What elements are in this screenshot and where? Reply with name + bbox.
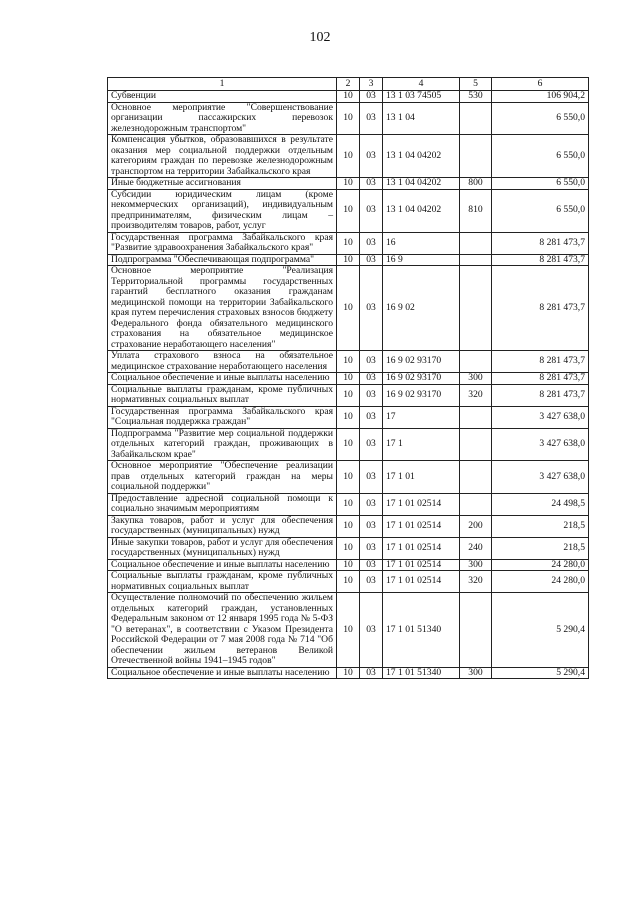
- row-description: Осуществление полномочий по обеспечению жильем отдельных категорий граждан, установленных Федеральным законом от 12 января 1995 года № 5-ФЗ "О ветеранах", в соответствии с Указом Президента Российской Федерации от 7 мая 2008 года № 714 "Об обеспечении жильем ветеранов Великой Отечественной войны 1941–1945 годов": [108, 593, 337, 668]
- row-target-article: 13 1 04: [383, 102, 460, 135]
- row-expense-type: [460, 461, 492, 494]
- row-expense-type: [460, 232, 492, 254]
- row-expense-type: 300: [460, 559, 492, 571]
- row-subsection: 03: [360, 232, 383, 254]
- row-amount: 8 281 473,7: [492, 232, 589, 254]
- row-description: Иные бюджетные ассигнования: [108, 178, 337, 190]
- header-cell: 3: [360, 78, 383, 91]
- row-target-article: 17 1 01 02514: [383, 559, 460, 571]
- row-subsection: 03: [360, 493, 383, 515]
- row-description: Социальное обеспечение и иные выплаты населению: [108, 667, 337, 679]
- row-subsection: 03: [360, 428, 383, 461]
- row-target-article: 13 1 03 74505: [383, 91, 460, 103]
- header-cell: 2: [337, 78, 360, 91]
- row-subsection: 03: [360, 384, 383, 406]
- row-target-article: 16 9: [383, 254, 460, 266]
- row-target-article: 17 1 01 02514: [383, 537, 460, 559]
- row-section: 10: [337, 254, 360, 266]
- row-expense-type: 320: [460, 571, 492, 593]
- row-expense-type: 320: [460, 384, 492, 406]
- row-description: Субвенции: [108, 91, 337, 103]
- row-description: Закупка товаров, работ и услуг для обеспечения государственных (муниципальных) нужд: [108, 515, 337, 537]
- header-cell: 1: [108, 78, 337, 91]
- row-subsection: 03: [360, 178, 383, 190]
- row-amount: 8 281 473,7: [492, 254, 589, 266]
- row-section: 10: [337, 428, 360, 461]
- row-target-article: 16: [383, 232, 460, 254]
- row-subsection: 03: [360, 559, 383, 571]
- row-description: Социальные выплаты гражданам, кроме публичных нормативных социальных выплат: [108, 571, 337, 593]
- table-row: [108, 135, 589, 178]
- row-description: Социальное обеспечение и иные выплаты населению: [108, 559, 337, 571]
- row-section: 10: [337, 406, 360, 428]
- row-target-article: 17 1 01 51340: [383, 667, 460, 679]
- row-expense-type: 300: [460, 667, 492, 679]
- row-amount: 218,5: [492, 537, 589, 559]
- table-row: [108, 102, 589, 135]
- row-subsection: 03: [360, 571, 383, 593]
- row-target-article: 17 1 01: [383, 461, 460, 494]
- row-amount: 3 427 638,0: [492, 461, 589, 494]
- row-expense-type: [460, 266, 492, 351]
- row-subsection: 03: [360, 593, 383, 668]
- row-amount: 24 280,0: [492, 571, 589, 593]
- row-amount: 6 550,0: [492, 135, 589, 178]
- table-row: [108, 406, 589, 428]
- row-description: Основное мероприятие "Совершенствование организации пассажирских перевозок железнодорожным транспортом": [108, 102, 337, 135]
- row-target-article: 13 1 04 04202: [383, 189, 460, 232]
- row-amount: 8 281 473,7: [492, 351, 589, 373]
- table-row: [108, 559, 589, 571]
- row-target-article: 13 1 04 04202: [383, 178, 460, 190]
- row-amount: 218,5: [492, 515, 589, 537]
- row-section: 10: [337, 493, 360, 515]
- table-row: [108, 178, 589, 190]
- row-description: Государственная программа Забайкальского края "Развитие здравоохранения Забайкальского края": [108, 232, 337, 254]
- row-expense-type: [460, 102, 492, 135]
- row-target-article: 16 9 02: [383, 266, 460, 351]
- row-subsection: 03: [360, 667, 383, 679]
- row-subsection: 03: [360, 266, 383, 351]
- row-section: 10: [337, 351, 360, 373]
- row-target-article: 16 9 02 93170: [383, 384, 460, 406]
- row-target-article: 16 9 02 93170: [383, 351, 460, 373]
- row-section: 10: [337, 189, 360, 232]
- row-expense-type: 810: [460, 189, 492, 232]
- row-subsection: 03: [360, 189, 383, 232]
- table-row: [108, 571, 589, 593]
- row-target-article: 16 9 02 93170: [383, 373, 460, 385]
- row-section: 10: [337, 461, 360, 494]
- row-subsection: 03: [360, 515, 383, 537]
- row-section: 10: [337, 667, 360, 679]
- row-description: Основное мероприятие "Обеспечение реализации прав отдельных категорий граждан на меры социальной поддержки": [108, 461, 337, 494]
- row-amount: 3 427 638,0: [492, 428, 589, 461]
- row-subsection: 03: [360, 351, 383, 373]
- row-section: 10: [337, 178, 360, 190]
- row-description: Субсидии юридическим лицам (кроме некоммерческих организаций), индивидуальным предпринимателям, физическим лицам – производителям товаров, работ, услуг: [108, 189, 337, 232]
- table-row: [108, 254, 589, 266]
- table-row: [108, 593, 589, 668]
- row-amount: 8 281 473,7: [492, 384, 589, 406]
- row-expense-type: 300: [460, 373, 492, 385]
- row-expense-type: [460, 406, 492, 428]
- table-row: [108, 667, 589, 679]
- row-description: Предоставление адресной социальной помощи к социально значимым мероприятиям: [108, 493, 337, 515]
- row-description: Государственная программа Забайкальского края "Социальная поддержка граждан": [108, 406, 337, 428]
- row-expense-type: [460, 428, 492, 461]
- row-expense-type: [460, 254, 492, 266]
- row-target-article: 17 1 01 02514: [383, 515, 460, 537]
- row-expense-type: 530: [460, 91, 492, 103]
- row-section: 10: [337, 232, 360, 254]
- header-cell: 4: [383, 78, 460, 91]
- row-subsection: 03: [360, 406, 383, 428]
- row-subsection: 03: [360, 135, 383, 178]
- table-row: [108, 266, 589, 351]
- row-amount: 5 290,4: [492, 593, 589, 668]
- row-amount: 6 550,0: [492, 189, 589, 232]
- row-expense-type: [460, 493, 492, 515]
- row-target-article: 17 1: [383, 428, 460, 461]
- row-amount: 8 281 473,7: [492, 373, 589, 385]
- table-row: [108, 373, 589, 385]
- row-subsection: 03: [360, 102, 383, 135]
- row-section: 10: [337, 266, 360, 351]
- row-description: Подпрограмма "Обеспечивающая подпрограмма": [108, 254, 337, 266]
- row-expense-type: 200: [460, 515, 492, 537]
- row-section: 10: [337, 91, 360, 103]
- table-row: [108, 493, 589, 515]
- budget-table: [107, 77, 589, 679]
- row-subsection: 03: [360, 91, 383, 103]
- row-description: Подпрограмма "Развитие мер социальной поддержки отдельных категорий граждан, проживающих в Забайкальском крае": [108, 428, 337, 461]
- header-row: [108, 78, 589, 91]
- row-section: 10: [337, 593, 360, 668]
- table-row: [108, 232, 589, 254]
- page-number: 102: [309, 30, 331, 45]
- row-expense-type: 240: [460, 537, 492, 559]
- row-amount: 24 280,0: [492, 559, 589, 571]
- row-amount: 3 427 638,0: [492, 406, 589, 428]
- row-section: 10: [337, 515, 360, 537]
- row-section: 10: [337, 571, 360, 593]
- row-description: Иные закупки товаров, работ и услуг для обеспечения государственных (муниципальных) нужд: [108, 537, 337, 559]
- header-cell: 5: [460, 78, 492, 91]
- table-row: [108, 461, 589, 494]
- row-description: Социальные выплаты гражданам, кроме публичных нормативных социальных выплат: [108, 384, 337, 406]
- row-section: 10: [337, 537, 360, 559]
- header-cell: 6: [492, 78, 589, 91]
- row-expense-type: [460, 135, 492, 178]
- table-row: [108, 91, 589, 103]
- row-target-article: 13 1 04 04202: [383, 135, 460, 178]
- row-amount: 6 550,0: [492, 102, 589, 135]
- row-subsection: 03: [360, 373, 383, 385]
- row-target-article: 17 1 01 51340: [383, 593, 460, 668]
- row-target-article: 17 1 01 02514: [383, 571, 460, 593]
- row-subsection: 03: [360, 461, 383, 494]
- row-subsection: 03: [360, 254, 383, 266]
- row-subsection: 03: [360, 537, 383, 559]
- row-description: Основное мероприятие "Реализация Территориальной программы государственных гарантий бесплатного оказания гражданам медицинской помощи на территории Забайкальского края путем перечисления страховых взносов бюджету Федерального фонда обязательного медицинского страхования на обязательное медицинское страхование неработающего населения": [108, 266, 337, 351]
- row-amount: 8 281 473,7: [492, 266, 589, 351]
- row-expense-type: 800: [460, 178, 492, 190]
- row-section: 10: [337, 102, 360, 135]
- table-row: [108, 351, 589, 373]
- row-section: 10: [337, 559, 360, 571]
- row-description: Компенсация убытков, образовавшихся в результате оказания мер социальной поддержки отдельным категориям граждан по перевозке железнодорожным транспортом на территории Забайкальского края: [108, 135, 337, 178]
- row-section: 10: [337, 373, 360, 385]
- row-target-article: 17 1 01 02514: [383, 493, 460, 515]
- row-description: Социальное обеспечение и иные выплаты населению: [108, 373, 337, 385]
- row-expense-type: [460, 593, 492, 668]
- row-amount: 24 498,5: [492, 493, 589, 515]
- row-section: 10: [337, 384, 360, 406]
- row-target-article: 17: [383, 406, 460, 428]
- table-row: [108, 515, 589, 537]
- row-amount: 6 550,0: [492, 178, 589, 190]
- row-amount: 5 290,4: [492, 667, 589, 679]
- row-description: Уплата страхового взноса на обязательное медицинское страхование неработающего населения: [108, 351, 337, 373]
- table-row: [108, 537, 589, 559]
- row-amount: 106 904,2: [492, 91, 589, 103]
- row-section: 10: [337, 135, 360, 178]
- table-row: [108, 189, 589, 232]
- table-row: [108, 384, 589, 406]
- row-expense-type: [460, 351, 492, 373]
- table-row: [108, 428, 589, 461]
